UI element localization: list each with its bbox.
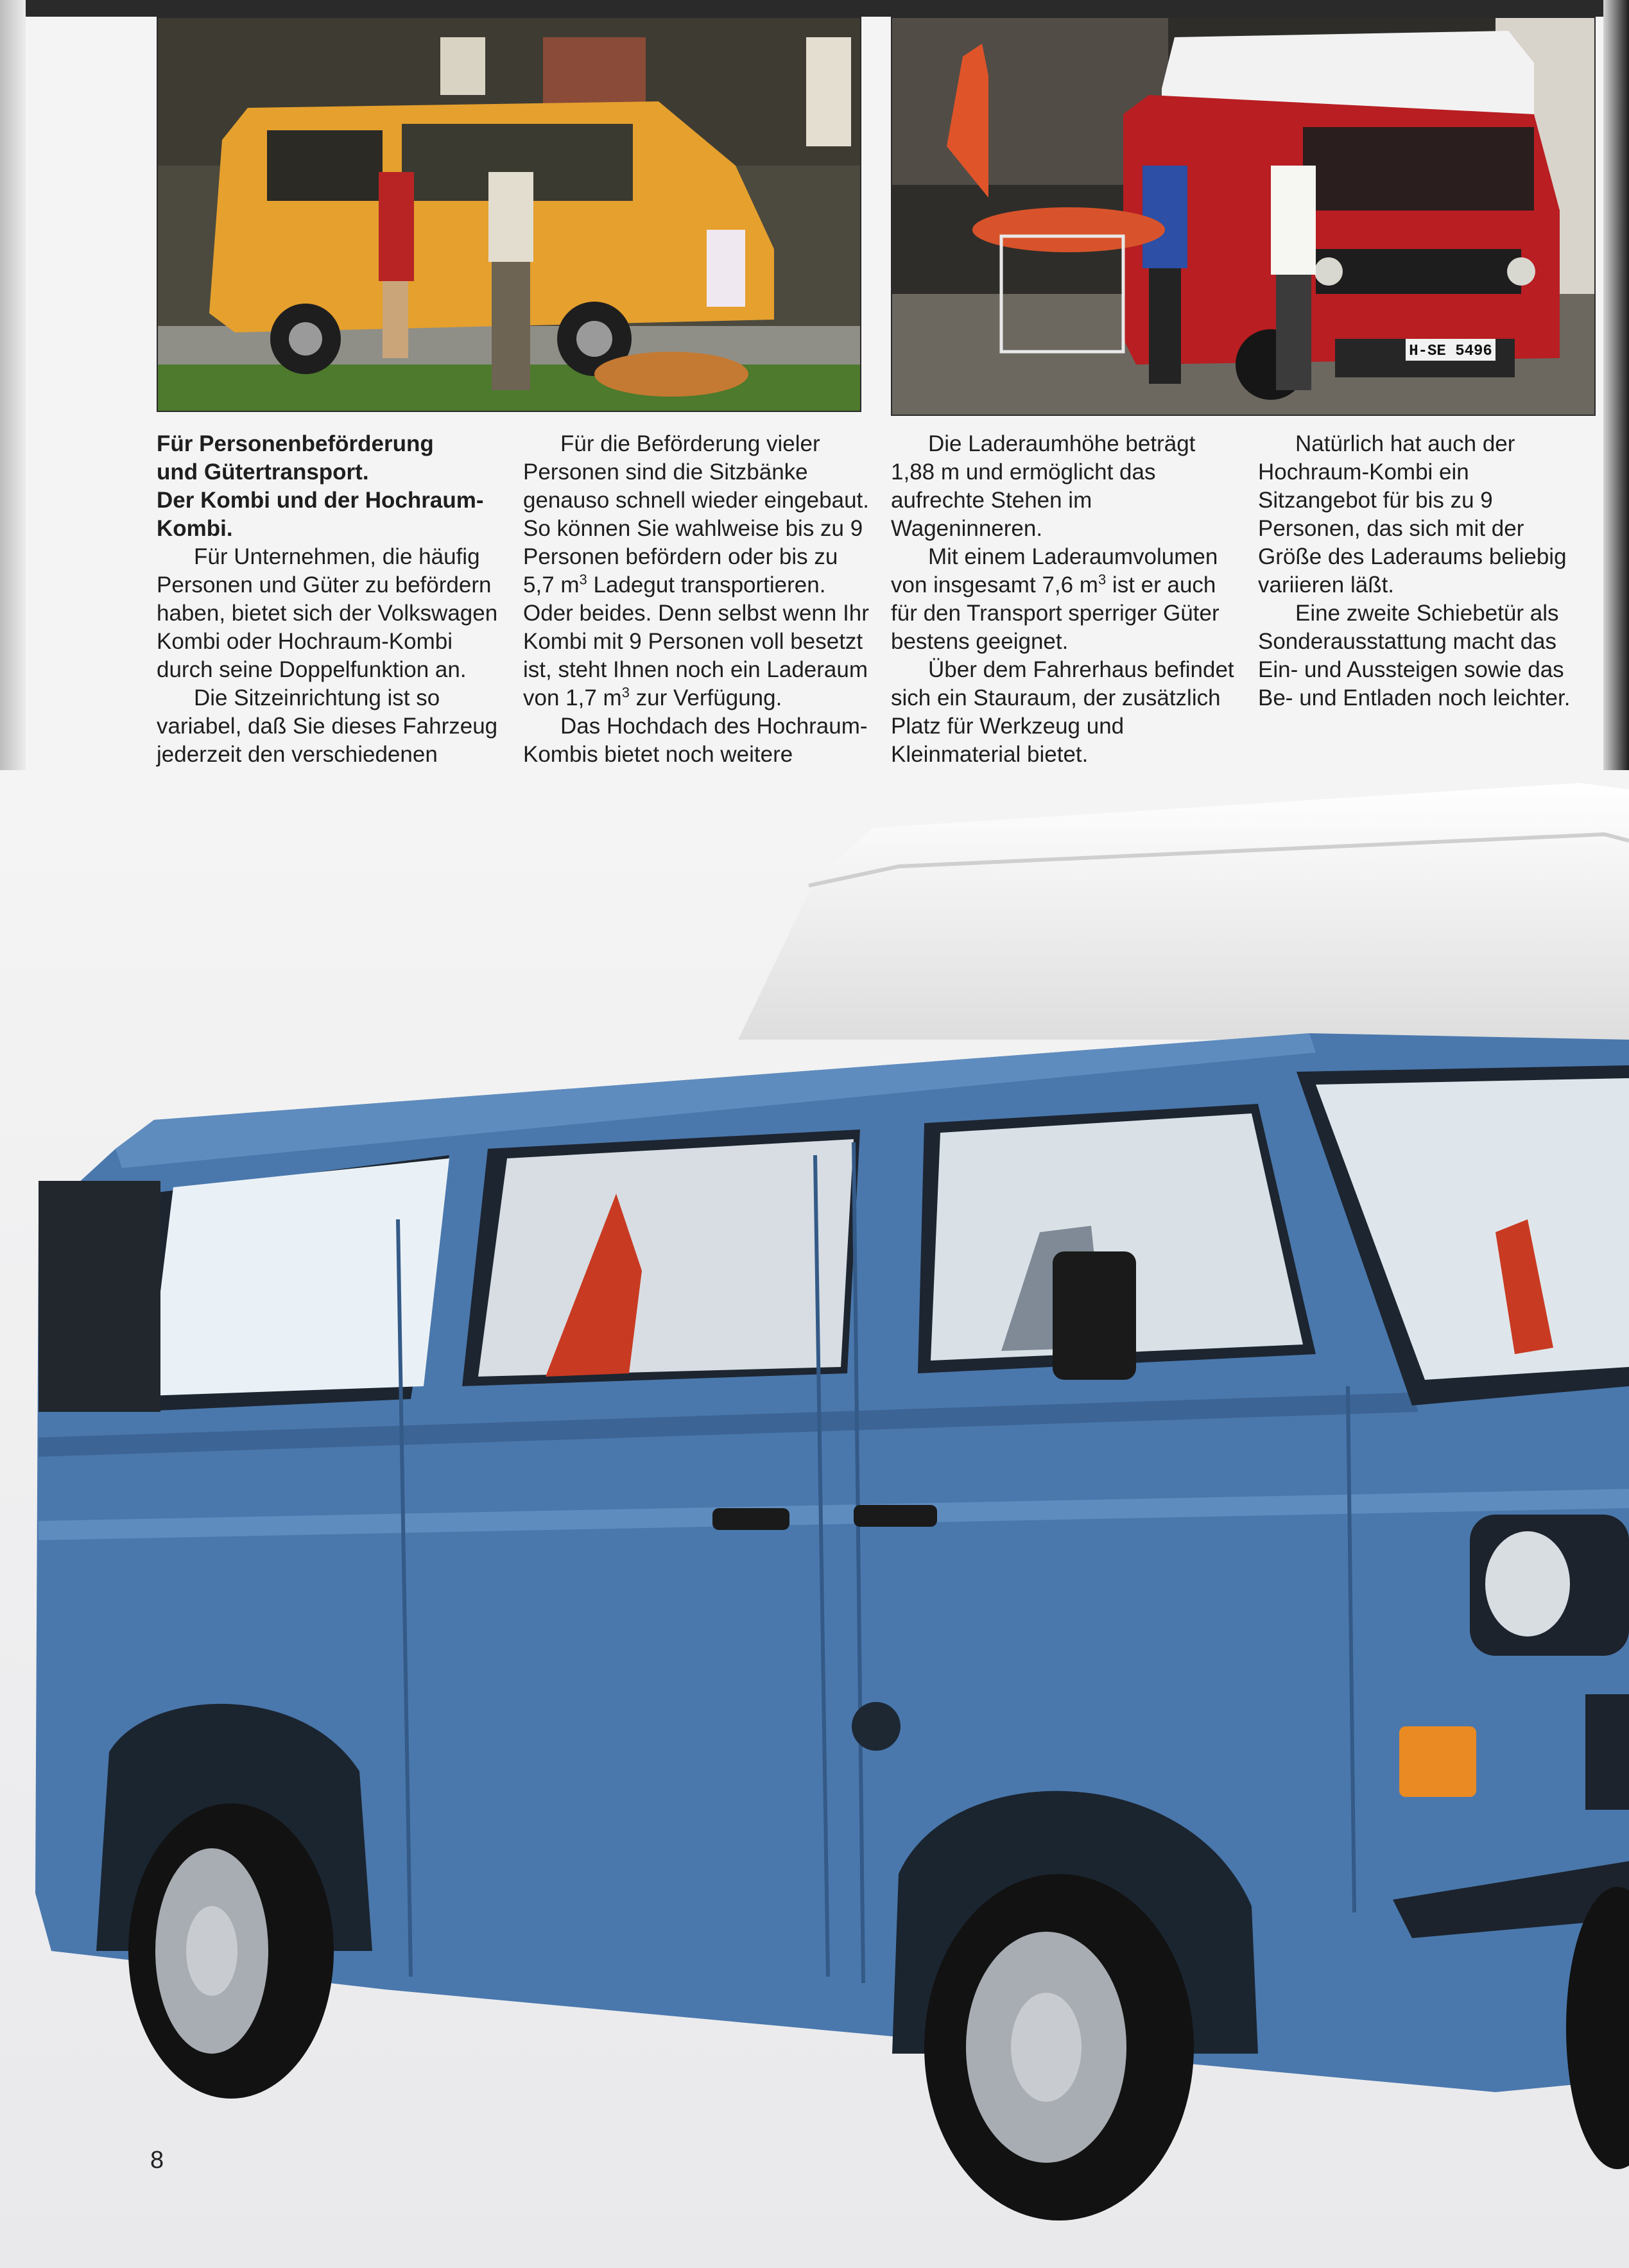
paragraph: Für Unternehmen, die häufig Personen und Güter zu befördern haben, bietet sich der Volkswagen Kombi oder Hochraum-Kombi durch seine Doppelfunktion an. (157, 544, 498, 682)
heading-line-3: Der Kombi und der Hochraum- (157, 488, 484, 513)
text-span: ist er auch für den Transport sperriger Güter bestens geeignet. (891, 572, 1220, 654)
section-heading (157, 430, 503, 543)
window (148, 1158, 449, 1396)
superscript: 3 (1098, 571, 1107, 588)
paragraph: Eine zweite Schiebetür als Sonderausstattung macht das Ein- und Aussteigen sowie das Be- und Entladen noch leichter. (1258, 601, 1571, 710)
heading-line-1: Für Personenbeförderung (157, 431, 434, 456)
side-mirror (1053, 1251, 1136, 1380)
air-vent (39, 1181, 160, 1412)
paragraph: Das Hochdach des Hochraum-Kombis bietet noch weitere (523, 714, 868, 767)
paragraph: Die Sitzeinrichtung ist so variabel, daß Sie dieses Fahrzeug jederzeit den verschiedenen (157, 685, 498, 767)
blue-hochraum-kombi-image (0, 770, 1629, 2268)
photo-yellow-kombi-family (157, 17, 861, 412)
door-handle (854, 1505, 937, 1527)
paragraph (891, 543, 1237, 656)
turn-signal (1399, 1726, 1476, 1797)
heading-line-2: und Gütertransport. (157, 460, 369, 485)
text-column-4 (1258, 430, 1592, 712)
paragraph: Die Laderaumhöhe beträgt 1,88 m und ermöglicht das aufrechte Stehen im Wageninneren. (891, 431, 1196, 541)
door-handle (712, 1508, 789, 1530)
photo-red-hochraum-kombi (891, 17, 1596, 416)
scan-edge-top (0, 0, 1629, 17)
text-column-2 (523, 430, 870, 797)
text-span: Ladegut transportieren. Oder beides. Denn selbst wenn Ihr Kombi mit 9 Personen voll besetzt ist, steht Ihnen noch ein Laderaum von 1,7 m (523, 572, 869, 710)
paragraph (523, 430, 870, 712)
heading-line-4: Kombi. (157, 516, 233, 541)
text-span: Mit einem Laderaumvolumen von insgesamt 7,6 m (891, 544, 1218, 597)
text-column-3 (891, 430, 1237, 769)
license-plate: H-SE 5496 (1409, 343, 1492, 360)
paragraph: Über dem Fahrerhaus befindet sich ein Stauraum, der zusätzlich Platz für Werkzeug und Kleinmaterial bietet. (891, 657, 1234, 767)
text-span: zur Verfügung. (629, 685, 782, 710)
headlight (1485, 1531, 1570, 1637)
paragraph: Natürlich hat auch der Hochraum-Kombi ein Sitzangebot für bis zu 9 Personen, das sich mit der Größe des Laderaums beliebig variieren läßt. (1258, 431, 1567, 597)
page-number: 8 (150, 2147, 164, 2174)
fuel-cap (852, 1702, 901, 1751)
text-span: Für die Beförderung vieler Personen sind die Sitzbänke genauso schnell wieder eingebaut. So können Sie wahlweise bis zu 9 Personen befördern oder bis zu 5,7 m (523, 431, 869, 597)
window (478, 1139, 854, 1377)
superscript: 3 (579, 571, 587, 588)
superscript: 3 (621, 684, 630, 701)
